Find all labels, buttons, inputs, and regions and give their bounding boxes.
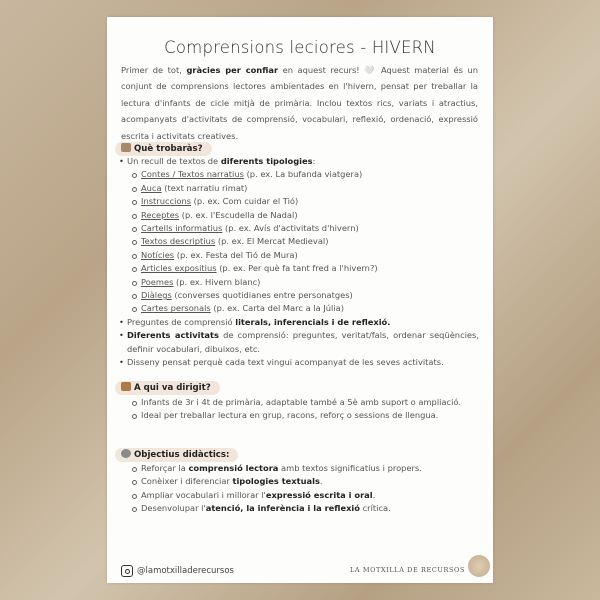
list-item: [113, 489, 479, 502]
list-item: [113, 329, 479, 356]
brand-logo-icon: [468, 555, 490, 577]
text-type-label: Auca: [141, 182, 162, 193]
text-segment: Conèixer i diferenciar: [141, 476, 233, 487]
section-heading-objectives: [115, 448, 238, 462]
bold-text: comprensió lectora: [188, 463, 279, 473]
list-item: [113, 396, 479, 409]
text-segment: Un recull de textos de: [127, 156, 221, 166]
list-item: [113, 249, 479, 262]
text-type-label: Cartells informatius: [141, 223, 223, 234]
document-page: [107, 17, 493, 583]
text-segment: Ideal per treballar lectura en grup, racons, reforç o sessions de llengua.: [141, 410, 439, 421]
bold-text: tipologies textuals: [232, 476, 320, 487]
target-icon: [121, 449, 131, 458]
text-segment: Desenvolupar l': [141, 503, 206, 514]
text-segment: Reforçar la: [141, 463, 189, 473]
bold-text: atenció, la inferència i la reflexió: [205, 503, 360, 514]
bold-text: Diferents activitats: [127, 330, 219, 341]
instagram-text: @lamotxilladerecursos: [137, 566, 234, 576]
list-item: [113, 168, 479, 181]
list-item: [113, 209, 479, 222]
text-type-label: Poemes: [141, 276, 174, 287]
list-item: [113, 182, 479, 195]
text-segment: (p. ex. Festa del Tió de Mura): [174, 249, 298, 260]
text-segment: Primer de tot,: [121, 65, 187, 75]
bold-text: diferents tipologies: [220, 156, 313, 166]
text-segment: :: [312, 156, 316, 166]
section-heading-what: [115, 142, 212, 156]
list-item: [113, 409, 479, 422]
list-item: [113, 502, 479, 515]
text-type-label: Contes / Textos narratius: [141, 169, 244, 180]
list-item: [113, 316, 479, 329]
intro-paragraph: [121, 62, 478, 144]
bold-text: expressió escrita i oral: [265, 489, 373, 500]
text-type-label: Instruccions: [141, 196, 192, 207]
text-segment: (p. ex. l'Escudella de Nadal): [179, 209, 298, 220]
text-segment: Disseny pensat perquè cada text vingui acompanyat de les seves activitats.: [127, 357, 444, 368]
text-type-label: Notícies: [141, 249, 175, 260]
list-item: [113, 356, 479, 369]
instagram-icon: [121, 565, 133, 577]
text-segment: (p. ex. La bufanda viatgera): [243, 169, 363, 180]
list-objectives: [113, 462, 479, 516]
list-item: [113, 289, 479, 302]
list-item: [113, 475, 479, 488]
text-segment: (converses quotidianes entre personatges): [171, 290, 353, 301]
list-what: [113, 155, 479, 370]
text-type-label: Receptes: [141, 209, 180, 220]
text-type-label: Cartes personals: [141, 303, 211, 314]
list-item: [113, 195, 479, 208]
list-item: [113, 462, 479, 475]
text-segment: en aquest recurs! 🤍 Aquest material és un conjunt de comprensions lectores ambientades en l'hivern, pensat per treballar la lectura d'infants de cicle mitjà de primària. Inclou textos rics, variats i atractius, acompanyats d'activitats de comprensió, vocabulari, reflexió, ordenació, expressió escrita i activitats creatives.: [121, 65, 478, 141]
text-type-label: Textos descriptius: [141, 236, 216, 247]
section-heading-text: Què trobaràs?: [134, 144, 203, 154]
list-item: [113, 235, 479, 248]
text-segment: crítica.: [359, 503, 391, 514]
books-icon: [121, 143, 131, 152]
list-item: [113, 302, 479, 315]
list-item: [113, 276, 479, 289]
section-heading-text: A qui va dirigit?: [134, 383, 211, 393]
list-item: [113, 222, 479, 235]
instagram-handle[interactable]: [121, 565, 234, 577]
text-segment: (p. ex. Hivern blanc): [173, 276, 261, 287]
text-segment: .: [372, 489, 376, 500]
text-segment: (p. ex. Per què fa tant fred a l'hivern?): [216, 263, 378, 274]
text-segment: Infants de 3r i 4t de primària, adaptable també a 5è amb suport o ampliació.: [141, 397, 461, 407]
list-item: [113, 155, 479, 168]
text-segment: (p. ex. Carta del Marc a la Júlia): [210, 303, 344, 314]
section-heading-audience: [115, 381, 220, 395]
brand-name: LA MOTXILLA DE RECURSOS: [349, 566, 465, 574]
list-item: [113, 262, 479, 275]
page-title: Comprensions leciores - HIVERN: [164, 38, 436, 57]
text-segment: .: [319, 476, 323, 487]
children-icon: [121, 382, 131, 391]
text-segment: Preguntes de comprensió: [127, 316, 236, 327]
text-type-label: Diàlegs: [141, 290, 172, 301]
text-segment: (p. ex. Com cuidar el Tió): [191, 196, 299, 207]
bold-text: literals, inferencials i de reflexió.: [235, 316, 391, 327]
text-segment: (text narratiu rimat): [161, 182, 248, 193]
text-segment: (p. ex. Avís d'activitats d'hivern): [222, 223, 359, 234]
text-segment: de comprensió: preguntes, veritat/fals, ordenar seqüències, definir vocabulari, dibuixos, etc.: [127, 330, 479, 354]
text-segment: Ampliar vocabulari i millorar l': [141, 489, 266, 500]
text-segment: (p. ex. El Mercat Medieval): [215, 236, 329, 247]
text-type-label: Articles expositius: [141, 263, 217, 274]
bold-text: gràcies per confiar: [186, 65, 279, 75]
section-heading-text: Objectius didàctics:: [134, 450, 230, 460]
list-audience: [113, 396, 479, 423]
text-segment: amb textos significatius i propers.: [278, 463, 422, 473]
